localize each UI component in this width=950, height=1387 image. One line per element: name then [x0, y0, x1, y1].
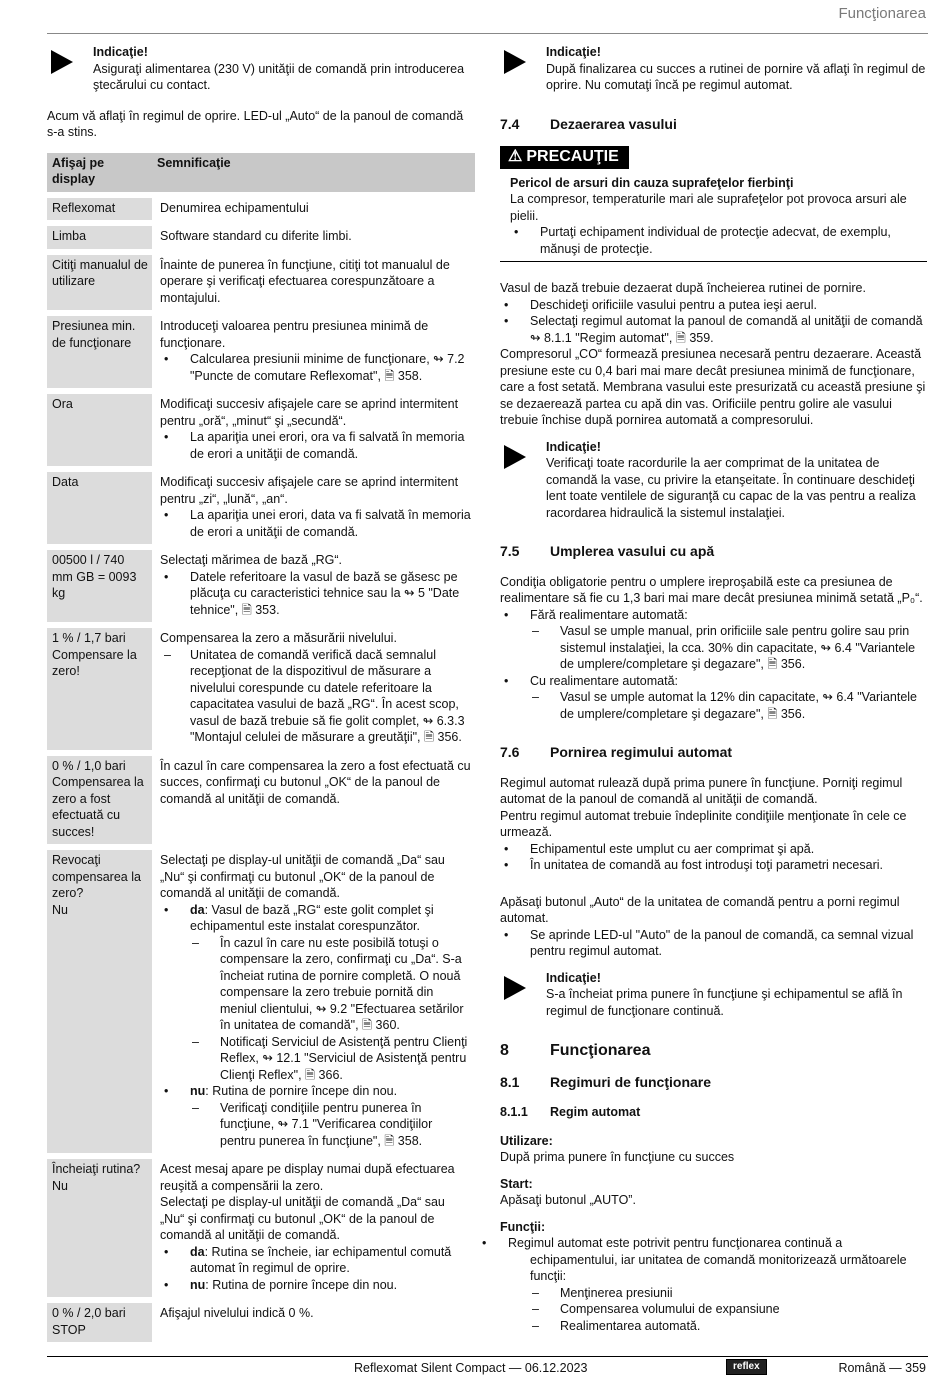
display-cell: 1 % / 1,7 bari Compensare la zero! [47, 628, 152, 750]
list-item: • Calcularea presiunii minime de funcţionare, ↬ 7.2 "Puncte de comutare Reflexomat", 🗎 358. [160, 351, 471, 384]
meaning-cell: Afişajul nivelului indică 0 %. [160, 1306, 314, 1320]
table-row [47, 226, 475, 249]
note-arrow-icon [504, 445, 526, 469]
meaning-cell: Selectaţi mărimea de bază „RG“. • Datele referitoare la vasul de bază se găsesc pe plăcuţa cu caracteristici tehnice sau la ↬ 5 "Date tehnice", 🗎 353. [152, 550, 475, 622]
display-cell: Citiţi manualul de utilizare [47, 255, 152, 311]
list-item: • Cu realimentare automată: – Vasul se umple automat la 12% din capacitate, ↬ 6.4 "Variantele de umplere/completare şi degazare", 🗎 356. [500, 673, 927, 723]
caution-title: Pericol de arsuri din cauza suprafeţelor fierbinţi [510, 175, 794, 190]
note-title: Indicaţie! [546, 970, 601, 985]
meaning-cell: Modificaţi succesiv afişajele care se aprind intermitent pentru „zi“, „lună“, „an“. • La apariţia unei erori, data va fi salvată în memoria de erori a unităţii de comandă. [152, 472, 475, 544]
table-row [47, 394, 475, 466]
note-title: Indicaţie! [546, 45, 601, 59]
note-startup [500, 44, 927, 94]
meaning-cell: Compensarea la zero a măsurării nivelului. – Unitatea de comandă verifică dacă semnalul recepţionat de la dispozitivul de măsurare a nivelului corespunde cu datele referitoare la capacitatea vasului de bază „RG“. În acest scop, vasul de bază trebuie să fie golit complet, ↬ 6.3.3 "Montajul celulei de măsurare a greutăţii", 🗎 356. [152, 628, 475, 750]
note-text: S-a încheiat prima punere în funcţiune şi echipamentul se află în regimul de funcţionare continuă. [546, 987, 903, 1018]
note-arrow-icon [51, 50, 73, 74]
note-title: Indicaţie! [93, 45, 148, 59]
list-item: – Compensarea volumului de expansiune [530, 1301, 927, 1318]
table-row [47, 756, 475, 845]
note-arrow-icon [504, 50, 526, 74]
list-item: – Realimentarea automată. [530, 1318, 927, 1335]
list-item: – Unitatea de comandă verifică dacă semnalul recepţionat de la dispozitivul de măsurare a nivelului corespunde cu datele referitoare la capacitatea vasului de bază „RG“. În acest scop, vasul de bază trebuie să fie golit complet, ↬ 6.3.3 "Montajul celulei de măsurare a greutăţii", 🗎 356. [160, 647, 471, 746]
meaning-cell: Modificaţi succesiv afişajele care se aprind intermitent pentru „oră“, „minut“ şi „secundă“. • La apariţia unei erori, ora va fi salvată în memoria de erori a unităţii de comandă. [152, 394, 475, 466]
caution-label: ⚠ PRECAUŢIE [500, 146, 629, 169]
list-item: • Purtaţi echipament individual de protecţie adecvat, de exemplu, mănuşi de protecţie. [510, 224, 927, 257]
footer-page: Română — 359 [838, 1361, 926, 1375]
list-item: • Regimul automat este potrivit pentru funcţionarea continuă a echipamentului, iar unitatea de comandă monitorizează următoarele funcţii: – Menţinerea presiunii – Compensarea volumului de expansiune – Realimentarea automată. [500, 1235, 927, 1334]
note-text: Verificaţi toate racordurile la aer comprimat de la unitatea de comandă la vase, cu privire la etanşeitate. În continuare deschideţi lent toate ventilele de siguranţă cu capac de la vas pentru a realiza racordarea hidraulică la sistemul instalaţiei. [546, 456, 916, 520]
meaning-cell: Selectaţi pe display-ul unităţii de comandă „Da“ sau „Nu“ şi confirmaţi cu butonul „OK“ de la panoul de comandă al unităţii de comandă. • da: Vasul de bază „RG“ este golit complet şi echipamentul este instalat corespunzător. – În cazul în care nu este posibilă totuşi o compensare la zero, confirmaţi cu „Da“. S-a încheiat rutina de pornire completă. O nouă compensare la zero trebuie pornită din meniul clientului, ↬ 9.2 "Efectuarea setărilor în unitatea de comandă", 🗎 360. – Notificaţi Serviciul de Asistenţă pentru Clienţi Reflex, ↬ 12.1 "Serviciul de Asistenţă pentru Clienţi Reflex", 🗎 366. • nu: Rutina de pornire începe din nou. – Verificaţi condiţiile pentru punerea în funcţiune, ↬ 7.1 "Verificarea condiţiilor pentru punerea în funcţiune", 🗎 358. [152, 850, 475, 1153]
table-row [47, 850, 475, 1153]
left-column [47, 44, 475, 1348]
list-item: – Verificaţi condiţiile pentru punerea în funcţiune, ↬ 7.1 "Verificarea condiţiilor pentru punerea în funcţiune", 🗎 358. [190, 1100, 471, 1150]
section-heading: 7.4 Dezaerarea vasului [500, 115, 677, 132]
section-heading: 8.1 Regimuri de funcţionare [500, 1073, 712, 1090]
right-column: Indicaţie! După finalizarea cu succes a rutinei de pornire vă aflaţi în regimul de oprire. Nu comutaţi încă pe regimul automat. 7.4 Dezaerarea vasului ⚠ PRECAUŢIE Pericol de arsuri din cauza suprafeţelor fierbinţi La compresor, temperaturile mari ale suprafeţelor pot provoca arsuri ale pielii. • Purtaţi echipament individual de protecţie adecvat, de exemplu, mănuşi de protecţie. Vasul de bază trebuie dezaerat după încheierea rutinei de pornire. • Deschideţi orificiile vasului pentru a putea ieşi aerul. • Selectaţi regimul automat la panoul de comandă al unităţii de comandă ↬ 8.1.1 "Regim automat", 🗎 359. Compresorul „CO“ formează presiunea necesară pentru dezaerare. Această presiune este cu 0,4 bari mai mare decât presiunea minimă de funcţionare, care a fost setată. Membrana vasului este presurizată cu această presiune şi se dezaerează partea cu apă din vas. Orificiile pentru golire ale vasului trebuie închise după pornirea automată a compresorului. Indicaţie! Verificaţi toate racordurile la aer comprimat de la unitatea de comandă la vase, cu privire la etanşeitate. În continuare deschideţi lent toate ventilele de siguranţă cu capac de la vas pentru a realiza racordarea hidraulică la sistemul instalaţiei. 7.5 Umplerea vasului cu apă Condiţia obligatorie pentru o umplere ireproşabilă este ca presiunea de realimentare să fie cu 1,3 bari mai mare decât presiunea minimă setată „P₀“. • Fără realimentare automată: – Vasul se umple manual, prin orificiile sale pentru golire sau prin sistemul instalaţiei, la cca. 30% din capacitate, ↬ 6.4 "Variantele de umplere/completare şi degazare", 🗎 356. • Cu realimentare automată: – Vasul se umple automat la 12% din capacitate, ↬ 6.4 "Variantele de umplere/completare şi degazare", 🗎 356. 7.6 Pornirea regimului automat Regimul automat rulează după prima punere în funcţiune. Porniţi regimul automat de la panoul de comandă al unităţii de comandă. Pentru regimul automat trebuie îndeplinite condiţiile menţionate în cele ce urmează. • Echipamentul este umplut cu aer comprimat şi apă. • În unitatea de comandă au fost introduşi toţi parametri necesari. Apăsaţi butonul „Auto“ de la unitatea de comandă pentru a porni regimul automat. • Se aprinde LED-ul "Auto" de la panoul de comandă, ca semnal vizual pentru regimul automat. Indicaţie! S-a încheiat prima punere în funcţiune şi echipamentul se află în regimul de funcţionare continuă. 8 Funcţionarea 8.1 Regimuri de funcţionare 8.1.1 Regim automat Utilizare: După prima punere în funcţiune cu succes Start: Apăsaţi butonul „AUTO”. Funcţii: • Regimul automat este potrivit pentru funcţionarea continuă a echipamentului, iar unitatea de comandă monitorizează următoarele funcţii: – Menţinerea presiunii – Compensarea volumului de expansiune – Realimentarea automată. [500, 44, 927, 1334]
list-item: • da: Vasul de bază „RG“ este golit complet şi echipamentul este instalat corespunzător. – În cazul în care nu este posibilă totuşi o compensare la zero, confirmaţi cu „Da“. S-a încheiat rutina de pornire completă. O nouă compensare la zero trebuie pornită din meniul clientului, ↬ 9.2 "Efectuarea setărilor în unitatea de comandă", 🗎 360. – Notificaţi Serviciul de Asistenţă pentru Clienţi Reflex, ↬ 12.1 "Serviciul de Asistenţă pentru Clienţi Reflex", 🗎 366. [160, 902, 471, 1084]
display-cell: Reflexomat [47, 198, 152, 221]
meaning-cell: Introduceţi valoarea pentru presiunea minimă de funcţionare. • Calcularea presiunii minime de funcţionare, ↬ 7.2 "Puncte de comutare Reflexomat", 🗎 358. [152, 316, 475, 388]
list-item: • La apariţia unei erori, data va fi salvată în memoria de erori a unităţii de comandă. [160, 507, 471, 540]
th-display: Afişaj pe display [47, 153, 152, 192]
list-item: • La apariţia unei erori, ora va fi salvată în memoria de erori a unităţii de comandă. [160, 429, 471, 462]
list-item: – Vasul se umple automat la 12% din capacitate, ↬ 6.4 "Variantele de umplere/completare şi degazare", 🗎 356. [530, 689, 927, 722]
subsection-heading: 8.1.1 Regim automat [500, 1105, 641, 1119]
list-item: • Selectaţi regimul automat la panoul de comandă al unităţii de comandă ↬ 8.1.1 "Regim automat", 🗎 359. [500, 313, 927, 346]
note-power [47, 44, 475, 94]
header-divider [47, 33, 928, 34]
meaning-cell: Denumirea echipamentului [160, 200, 309, 215]
caution-text: La compresor, temperaturile mari ale suprafeţelor pot provoca arsuri ale pielii. [510, 192, 907, 223]
table-header-row [47, 153, 475, 192]
table-row [47, 550, 475, 622]
note-text: Asiguraţi alimentarea (230 V) unităţii de comandă prin introducerea ştecărului cu contact. [93, 61, 465, 92]
display-cell: 00500 l / 740 mm GB = 0093 kg [47, 550, 152, 622]
meaning-cell: În cazul în care compensarea la zero a fost efectuată cu succes, confirmaţi cu butonul „OK“ de la panoul de comandă al unităţii de comandă. [160, 758, 471, 806]
footer-doc: Reflexomat Silent Compact — 06.12.2023 [354, 1361, 588, 1375]
section-heading: 7.5 Umplerea vasului cu apă [500, 543, 715, 559]
display-cell: 0 % / 2,0 bari STOP [47, 1303, 152, 1342]
table-row [47, 316, 475, 388]
list-item: • În unitatea de comandă au fost introduşi toţi parametri necesari. [500, 857, 927, 874]
note-text: După finalizarea cu succes a rutinei de pornire vă aflaţi în regimul de oprire. Nu comutaţi încă pe regimul automat. [546, 61, 926, 92]
list-item: – Vasul se umple manual, prin orificiile sale pentru golire sau prin sistemul instalaţiei, la cca. 30% din capacitate, ↬ 6.4 "Variantele de umplere/completare şi degazare", 🗎 356. [530, 623, 927, 673]
list-item: – Menţinerea presiunii [530, 1285, 927, 1302]
list-item: • Deschideţi orificiile vasului pentru a putea ieşi aerul. [500, 297, 927, 314]
list-item: • Echipamentul este umplut cu aer comprimat şi apă. [500, 841, 927, 858]
warning-triangle-icon: ⚠ [508, 148, 523, 165]
note-arrow-icon [504, 976, 526, 1000]
meaning-cell: Software standard cu diferite limbi. [160, 229, 352, 243]
list-item: • Fără realimentare automată: – Vasul se umple manual, prin orificiile sale pentru golire sau prin sistemul instalaţiei, la cca. 30% din capacitate, ↬ 6.4 "Variantele de umplere/completare şi degazare", 🗎 356. [500, 607, 927, 673]
display-cell: Încheiaţi rutina? Nu [47, 1159, 152, 1297]
table-row [47, 628, 475, 750]
section-heading: 7.6 Pornirea regimului automat [500, 744, 733, 760]
table-row [47, 1303, 475, 1342]
display-table [47, 147, 475, 1349]
display-cell: Data [47, 472, 152, 544]
caution-box [500, 146, 927, 262]
meaning-cell: Înainte de punerea în funcţiune, citiţi tot manualul de operare şi verificaţi efectuarea corespunzătoare a montajului. [160, 257, 450, 305]
intro-text: Acum vă aflaţi în regimul de oprire. LED-ul „Auto“ de la panoul de comandă s-a stins. [47, 108, 464, 139]
display-cell: 0 % / 1,0 bari Compensarea la zero a fost efectuată cu succes! [47, 756, 152, 845]
table-row [47, 198, 475, 221]
list-item: • nu: Rutina de pornire începe din nou. [160, 1277, 471, 1294]
list-item: • da: Rutina se încheie, iar echipamentul comută automat în regimul de oprire. [160, 1244, 471, 1277]
table-row [47, 255, 475, 311]
list-item: • Se aprinde LED-ul "Auto" de la panoul de comandă, ca semnal vizual pentru regimul automat. [500, 927, 927, 960]
display-cell: Revocaţi compensarea la zero? Nu [47, 850, 152, 1153]
display-cell: Limba [47, 226, 152, 249]
display-cell: Presiunea min. de funcţionare [47, 316, 152, 388]
list-item: • Datele referitoare la vasul de bază se găsesc pe plăcuţa cu caracteristici tehnice sau la ↬ 5 "Date tehnice", 🗎 353. [160, 569, 471, 619]
table-row [47, 472, 475, 544]
note-continuous [500, 970, 927, 1020]
note-title: Indicaţie! [546, 439, 601, 454]
list-item: – Notificaţi Serviciul de Asistenţă pentru Clienţi Reflex, ↬ 12.1 "Serviciul de Asistenţă pentru Clienţi Reflex", 🗎 366. [190, 1034, 471, 1084]
page-header: Funcţionarea [838, 5, 926, 22]
meaning-cell: Acest mesaj apare pe display numai după efectuarea reuşită a compensării la zero. Selectaţi pe display-ul unităţii de comandă „Da“ sau „Nu“ şi confirmaţi cu butonul „OK“ de la panoul de comandă al unităţii de comandă. • da: Rutina se încheie, iar echipamentul comută automat în regimul de oprire. • nu: Rutina de pornire începe din nou. [152, 1159, 475, 1297]
display-cell: Ora [47, 394, 152, 466]
footer-divider [47, 1356, 928, 1357]
chapter-heading: 8 Funcţionarea [500, 1042, 651, 1059]
th-meaning: Semnificaţie [152, 153, 475, 192]
table-row [47, 1159, 475, 1297]
list-item: • nu: Rutina de pornire începe din nou. – Verificaţi condiţiile pentru punerea în funcţiune, ↬ 7.1 "Verificarea condiţiilor pentru punerea în funcţiune", 🗎 358. [160, 1083, 471, 1149]
note-connections [500, 439, 927, 522]
list-item: – În cazul în care nu este posibilă totuşi o compensare la zero, confirmaţi cu „Da“. S-a încheiat rutina de pornire completă. O nouă compensare la zero trebuie pornită din meniul clientului, ↬ 9.2 "Efectuarea setărilor în unitatea de comandă", 🗎 360. [190, 935, 471, 1034]
reflex-logo: reflex [726, 1359, 767, 1375]
